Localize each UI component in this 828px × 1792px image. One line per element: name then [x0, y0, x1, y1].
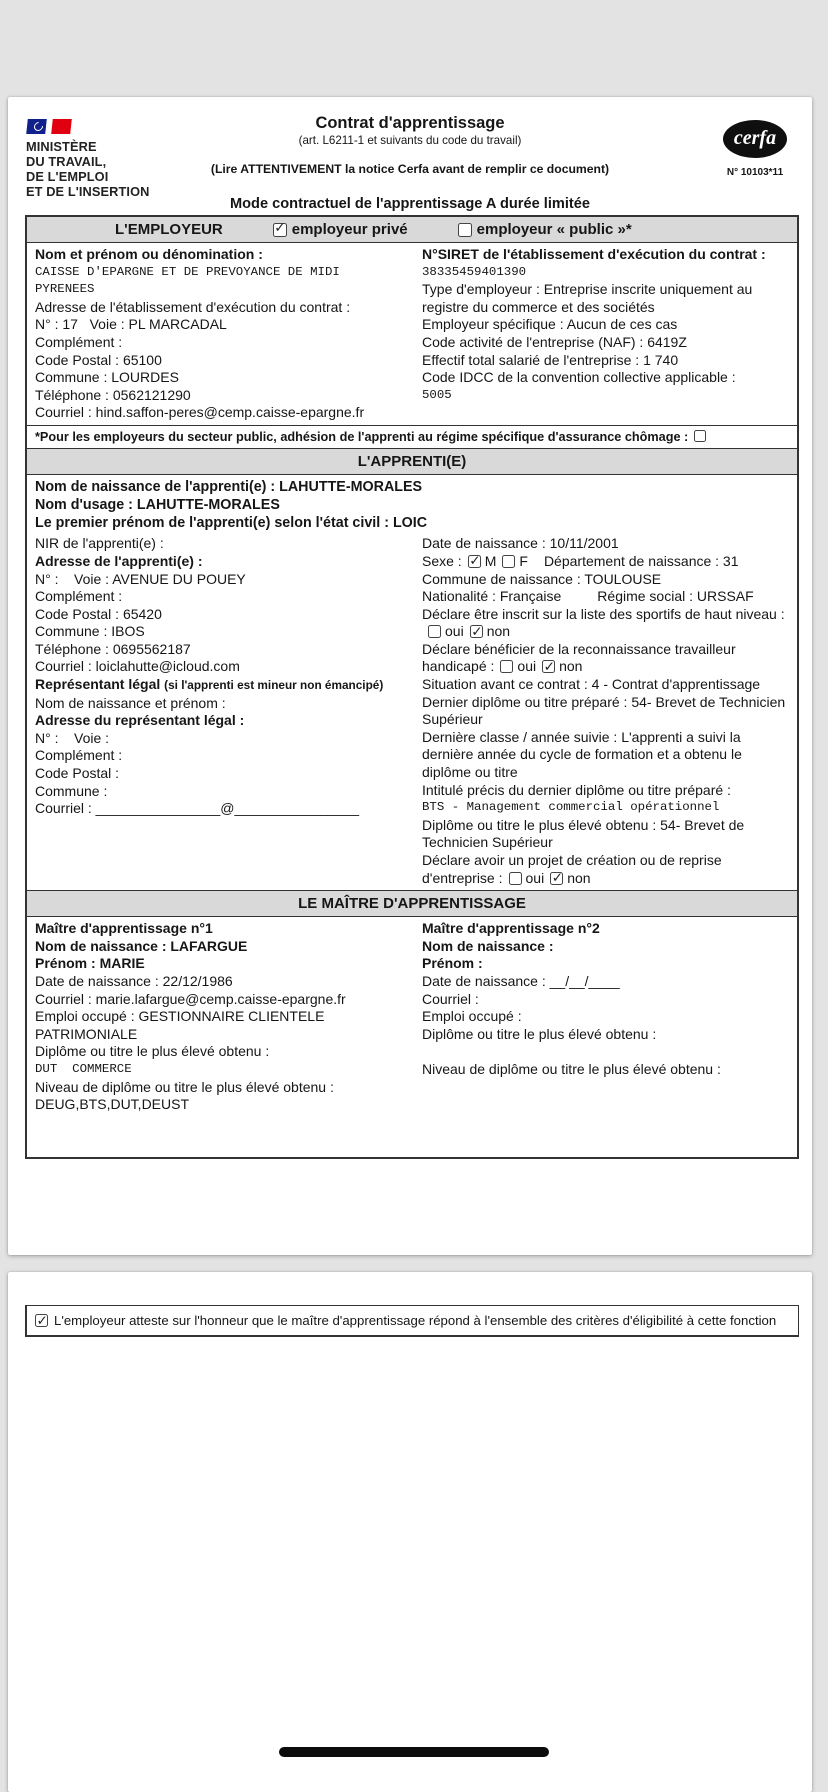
- apprentice-birth-commune: Commune de naissance : TOULOUSE: [422, 570, 662, 587]
- nationality-line: [422, 588, 791, 606]
- master1-birth-name: Nom de naissance : LAFARGUE: [35, 937, 248, 954]
- employer-body: [27, 243, 797, 425]
- document-title: Contrat d'apprentissage: [315, 114, 505, 132]
- apprentice-left-column: [27, 532, 412, 890]
- employer-private-checkbox[interactable]: [273, 223, 287, 237]
- project-non-checkbox[interactable]: [550, 872, 563, 885]
- legal-rep-complement: Complément :: [35, 747, 123, 764]
- apprentice-section-header: L'APPRENTI(E): [27, 448, 797, 475]
- employer-type: Type d'employeur : Entreprise inscrite uniquement au registre du commerce et des sociétés: [422, 281, 757, 315]
- document-notice: (Lire ATTENTIVEMENT la notice Cerfa avant de remplir ce document): [210, 162, 610, 176]
- apprentice-sex-line: [422, 553, 791, 571]
- attestation-text: L'employeur atteste sur l'honneur que le maître d'apprentissage répond à l'ensemble des critères d'éligibilité à cette fonction: [54, 1313, 777, 1328]
- legal-rep-address-label: Adresse du représentant légal :: [35, 712, 245, 729]
- ministry-line: MINISTÈRE: [26, 139, 97, 154]
- ministry-line: DE L'EMPLOI: [26, 168, 109, 184]
- employer-public-checkbox[interactable]: [458, 223, 472, 237]
- legal-rep-name-label: Nom de naissance et prénom :: [35, 694, 226, 711]
- public-sector-footnote-text: *Pour les employeurs du secteur public, adhésion de l'apprenti au régime spécifique d'assurance chômage :: [35, 429, 689, 444]
- employer-left-column: [27, 243, 412, 425]
- handicap-non-label: non: [559, 658, 583, 675]
- employer-headcount: Effectif total salarié de l'entreprise : 1 740: [422, 351, 679, 368]
- legal-rep-heading: [35, 676, 406, 695]
- employer-specific: Employeur spécifique : Aucun de ces cas: [422, 316, 678, 333]
- master2-birth-date: Date de naissance : __/__/____: [422, 972, 620, 989]
- employer-private-label: employeur privé: [291, 221, 408, 238]
- apprentice-birth-date: Date de naissance : 10/11/2001: [422, 535, 619, 552]
- apprentice-address-label: Adresse de l'apprenti(e) :: [35, 552, 203, 569]
- master2-job: Emploi occupé :: [422, 1008, 522, 1025]
- apprentice-usage-name: Nom d'usage : LAHUTTE-MORALES: [35, 496, 280, 513]
- ministry-line: DU TRAVAIL,: [26, 153, 107, 169]
- employer-public-option: [458, 221, 632, 238]
- apprentice-right-column: [412, 532, 797, 890]
- master2-birth-name: Nom de naissance :: [422, 937, 554, 954]
- apprentice-email: Courriel : loiclahutte@icloud.com: [35, 658, 240, 675]
- legal-rep-label: Représentant légal: [35, 676, 161, 693]
- employer-private-option: [273, 221, 408, 238]
- master1-column: [27, 917, 412, 1117]
- apprentice-postal-code: Code Postal : 65420: [35, 605, 162, 622]
- project-non-label: non: [567, 869, 591, 886]
- cerfa-number: N° 10103*11: [726, 167, 784, 178]
- sex-label: Sexe :: [422, 552, 462, 569]
- contract-form: [25, 215, 799, 1159]
- home-indicator[interactable]: [279, 1747, 549, 1757]
- sports-label: Déclare être inscrit sur la liste des sportifs de haut niveau :: [422, 605, 785, 622]
- employer-postal-code: Code Postal : 65100: [35, 351, 162, 368]
- handicap-non-checkbox[interactable]: [542, 660, 555, 673]
- apprentice-identity: [27, 475, 797, 532]
- project-oui-label: oui: [525, 869, 545, 886]
- handicap-label: Déclare bénéficier de la reconnaissance travailleur handicapé :: [422, 640, 736, 675]
- employer-name-value: CAISSE D'EPARGNE ET DE PREVOYANCE DE MIDI PYRENEES: [35, 264, 348, 297]
- sports-non-checkbox[interactable]: [470, 625, 483, 638]
- legal-rep-commune: Commune :: [35, 782, 108, 799]
- handicap-line: [422, 641, 791, 676]
- sex-m-checkbox[interactable]: [468, 555, 481, 568]
- apprentice-complement: Complément :: [35, 588, 123, 605]
- master1-diploma-label: Diplôme ou titre le plus élevé obtenu :: [35, 1043, 270, 1060]
- document-subtitle: (art. L6211-1 et suivants du code du travail): [298, 134, 522, 147]
- cerfa-block: [711, 120, 799, 178]
- employer-phone: Téléphone : 0562121290: [35, 386, 191, 403]
- legal-rep-street: N° : Voie :: [35, 729, 110, 746]
- contract-mode-title: Mode contractuel de l'apprentissage A durée limitée: [229, 196, 591, 212]
- nationality: Nationalité : Française: [422, 588, 562, 605]
- employer-idcc-label: Code IDCC de la convention collective applicable :: [422, 369, 736, 386]
- master2-column: [412, 917, 797, 1117]
- situation-before-contract: Situation avant ce contrat : 4 - Contrat d'apprentissage: [422, 676, 761, 693]
- master1-email: Courriel : marie.lafargue@cemp.caisse-epargne.fr: [35, 990, 346, 1007]
- document-page-1: [8, 97, 812, 1255]
- sports-oui-label: oui: [445, 623, 464, 640]
- french-flag-icon: [27, 118, 79, 137]
- sex-f-checkbox[interactable]: [502, 555, 515, 568]
- apprentice-street: N° : Voie : AVENUE DU POUEY: [35, 570, 246, 587]
- employer-address-label: Adresse de l'établissement d'exécution du contrat :: [35, 298, 351, 315]
- highest-diploma: Diplôme ou titre le plus élevé obtenu : 54- Brevet de Technicien Supérieur: [422, 816, 748, 851]
- master2-diploma-label: Diplôme ou titre le plus élevé obtenu :: [422, 1025, 657, 1042]
- employer-commune: Commune : LOURDES: [35, 369, 179, 386]
- apprentice-nir-label: NIR de l'apprenti(e) :: [35, 535, 164, 552]
- apprentice-first-name: Le premier prénom de l'apprenti(e) selon l'état civil : LOIC: [35, 514, 428, 531]
- last-diploma-prepared: Dernier diplôme ou titre préparé : 54- Brevet de Technicien Supérieur: [422, 693, 790, 728]
- employer-street: N° : 17 Voie : PL MARCADAL: [35, 316, 227, 333]
- master2-title: Maître d'apprentissage n°2: [422, 920, 600, 937]
- project-oui-checkbox[interactable]: [509, 872, 522, 885]
- social-regime: Régime social : URSSAF: [597, 588, 754, 605]
- employer-siret-label: N°SIRET de l'établissement d'exécution du contrat :: [422, 246, 766, 262]
- diploma-title-value: BTS - Management commercial opérationnel: [422, 800, 720, 815]
- sports-non-label: non: [486, 623, 511, 640]
- legal-rep-postal-code: Code Postal :: [35, 765, 120, 782]
- master1-level-value: DEUG,BTS,DUT,DEUST: [35, 1096, 190, 1113]
- master1-level-label: Niveau de diplôme ou titre le plus élevé obtenu :: [35, 1078, 334, 1095]
- master-section-header: LE MAÎTRE D'APPRENTISSAGE: [27, 890, 797, 917]
- document-page-2: [8, 1272, 812, 1792]
- attestation-box: [25, 1305, 799, 1337]
- employer-email: Courriel : hind.saffon-peres@cemp.caisse-epargne.fr: [35, 404, 365, 421]
- master1-job: Emploi occupé : GESTIONNAIRE CLIENTELE PATRIMONIALE: [35, 1008, 329, 1042]
- master2-level-label: Niveau de diplôme ou titre le plus élevé obtenu :: [422, 1060, 721, 1077]
- birth-department: Département de naissance : 31: [543, 552, 739, 569]
- handicap-oui-checkbox[interactable]: [500, 660, 513, 673]
- sex-m-label: M: [484, 552, 497, 569]
- document-header: [8, 97, 812, 199]
- diploma-title-label: Intitulé précis du dernier diplôme ou titre préparé :: [422, 781, 731, 798]
- employer-public-label: employeur « public »*: [476, 221, 632, 238]
- public-sector-footnote: [27, 425, 797, 448]
- document-title-block: [190, 114, 630, 176]
- spacer: [422, 1043, 791, 1061]
- master1-first-name: Prénom : MARIE: [35, 955, 145, 972]
- employer-siret-value: 38335459401390: [422, 264, 527, 279]
- employer-name-label: Nom et prénom ou dénomination :: [35, 246, 263, 262]
- project-label: Déclare avoir un projet de création ou de reprise d'entreprise :: [422, 852, 722, 886]
- master2-first-name: Prénom :: [422, 955, 483, 972]
- handicap-oui-label: oui: [517, 658, 537, 675]
- employer-idcc-value: 5005: [422, 387, 452, 402]
- employer-section-header: [27, 217, 797, 243]
- employer-naf-code: Code activité de l'entreprise (NAF) : 6419Z: [422, 333, 687, 350]
- last-year-followed: Dernière classe / année suivie : L'apprenti a suivi la dernière année du cycle de formation et a obtenu le diplôme ou titre: [422, 728, 746, 781]
- master1-diploma-value: DUT COMMERCE: [35, 1061, 132, 1076]
- cerfa-logo: cerfa: [723, 120, 787, 158]
- legal-rep-note: (si l'apprenti est mineur non émancipé): [164, 678, 384, 693]
- master1-title: Maître d'apprentissage n°1: [35, 920, 213, 937]
- sex-f-label: F: [519, 552, 528, 569]
- project-line: [422, 852, 791, 887]
- employer-section-title: L'EMPLOYEUR: [115, 221, 223, 238]
- master-body: [27, 917, 797, 1157]
- sports-oui-checkbox[interactable]: [428, 625, 441, 638]
- public-sector-footnote-checkbox[interactable]: [694, 430, 706, 442]
- attestation-checkbox[interactable]: [35, 1314, 48, 1327]
- ministry-name: [26, 140, 186, 199]
- apprentice-birth-name: Nom de naissance de l'apprenti(e) : LAHUTTE-MORALES: [35, 478, 423, 495]
- apprentice-phone: Téléphone : 0695562187: [35, 640, 191, 657]
- master2-email: Courriel :: [422, 990, 479, 1007]
- apprentice-commune: Commune : IBOS: [35, 623, 145, 640]
- master1-birth-date: Date de naissance : 22/12/1986: [35, 972, 233, 989]
- sports-line: [422, 606, 791, 641]
- apprentice-body: [27, 532, 797, 890]
- legal-rep-email: Courriel : ________________@________________: [35, 800, 360, 817]
- employer-right-column: [412, 243, 797, 425]
- ministry-logo: [26, 118, 186, 199]
- employer-complement: Complément :: [35, 333, 123, 350]
- ministry-line: ET DE L'INSERTION: [26, 183, 150, 199]
